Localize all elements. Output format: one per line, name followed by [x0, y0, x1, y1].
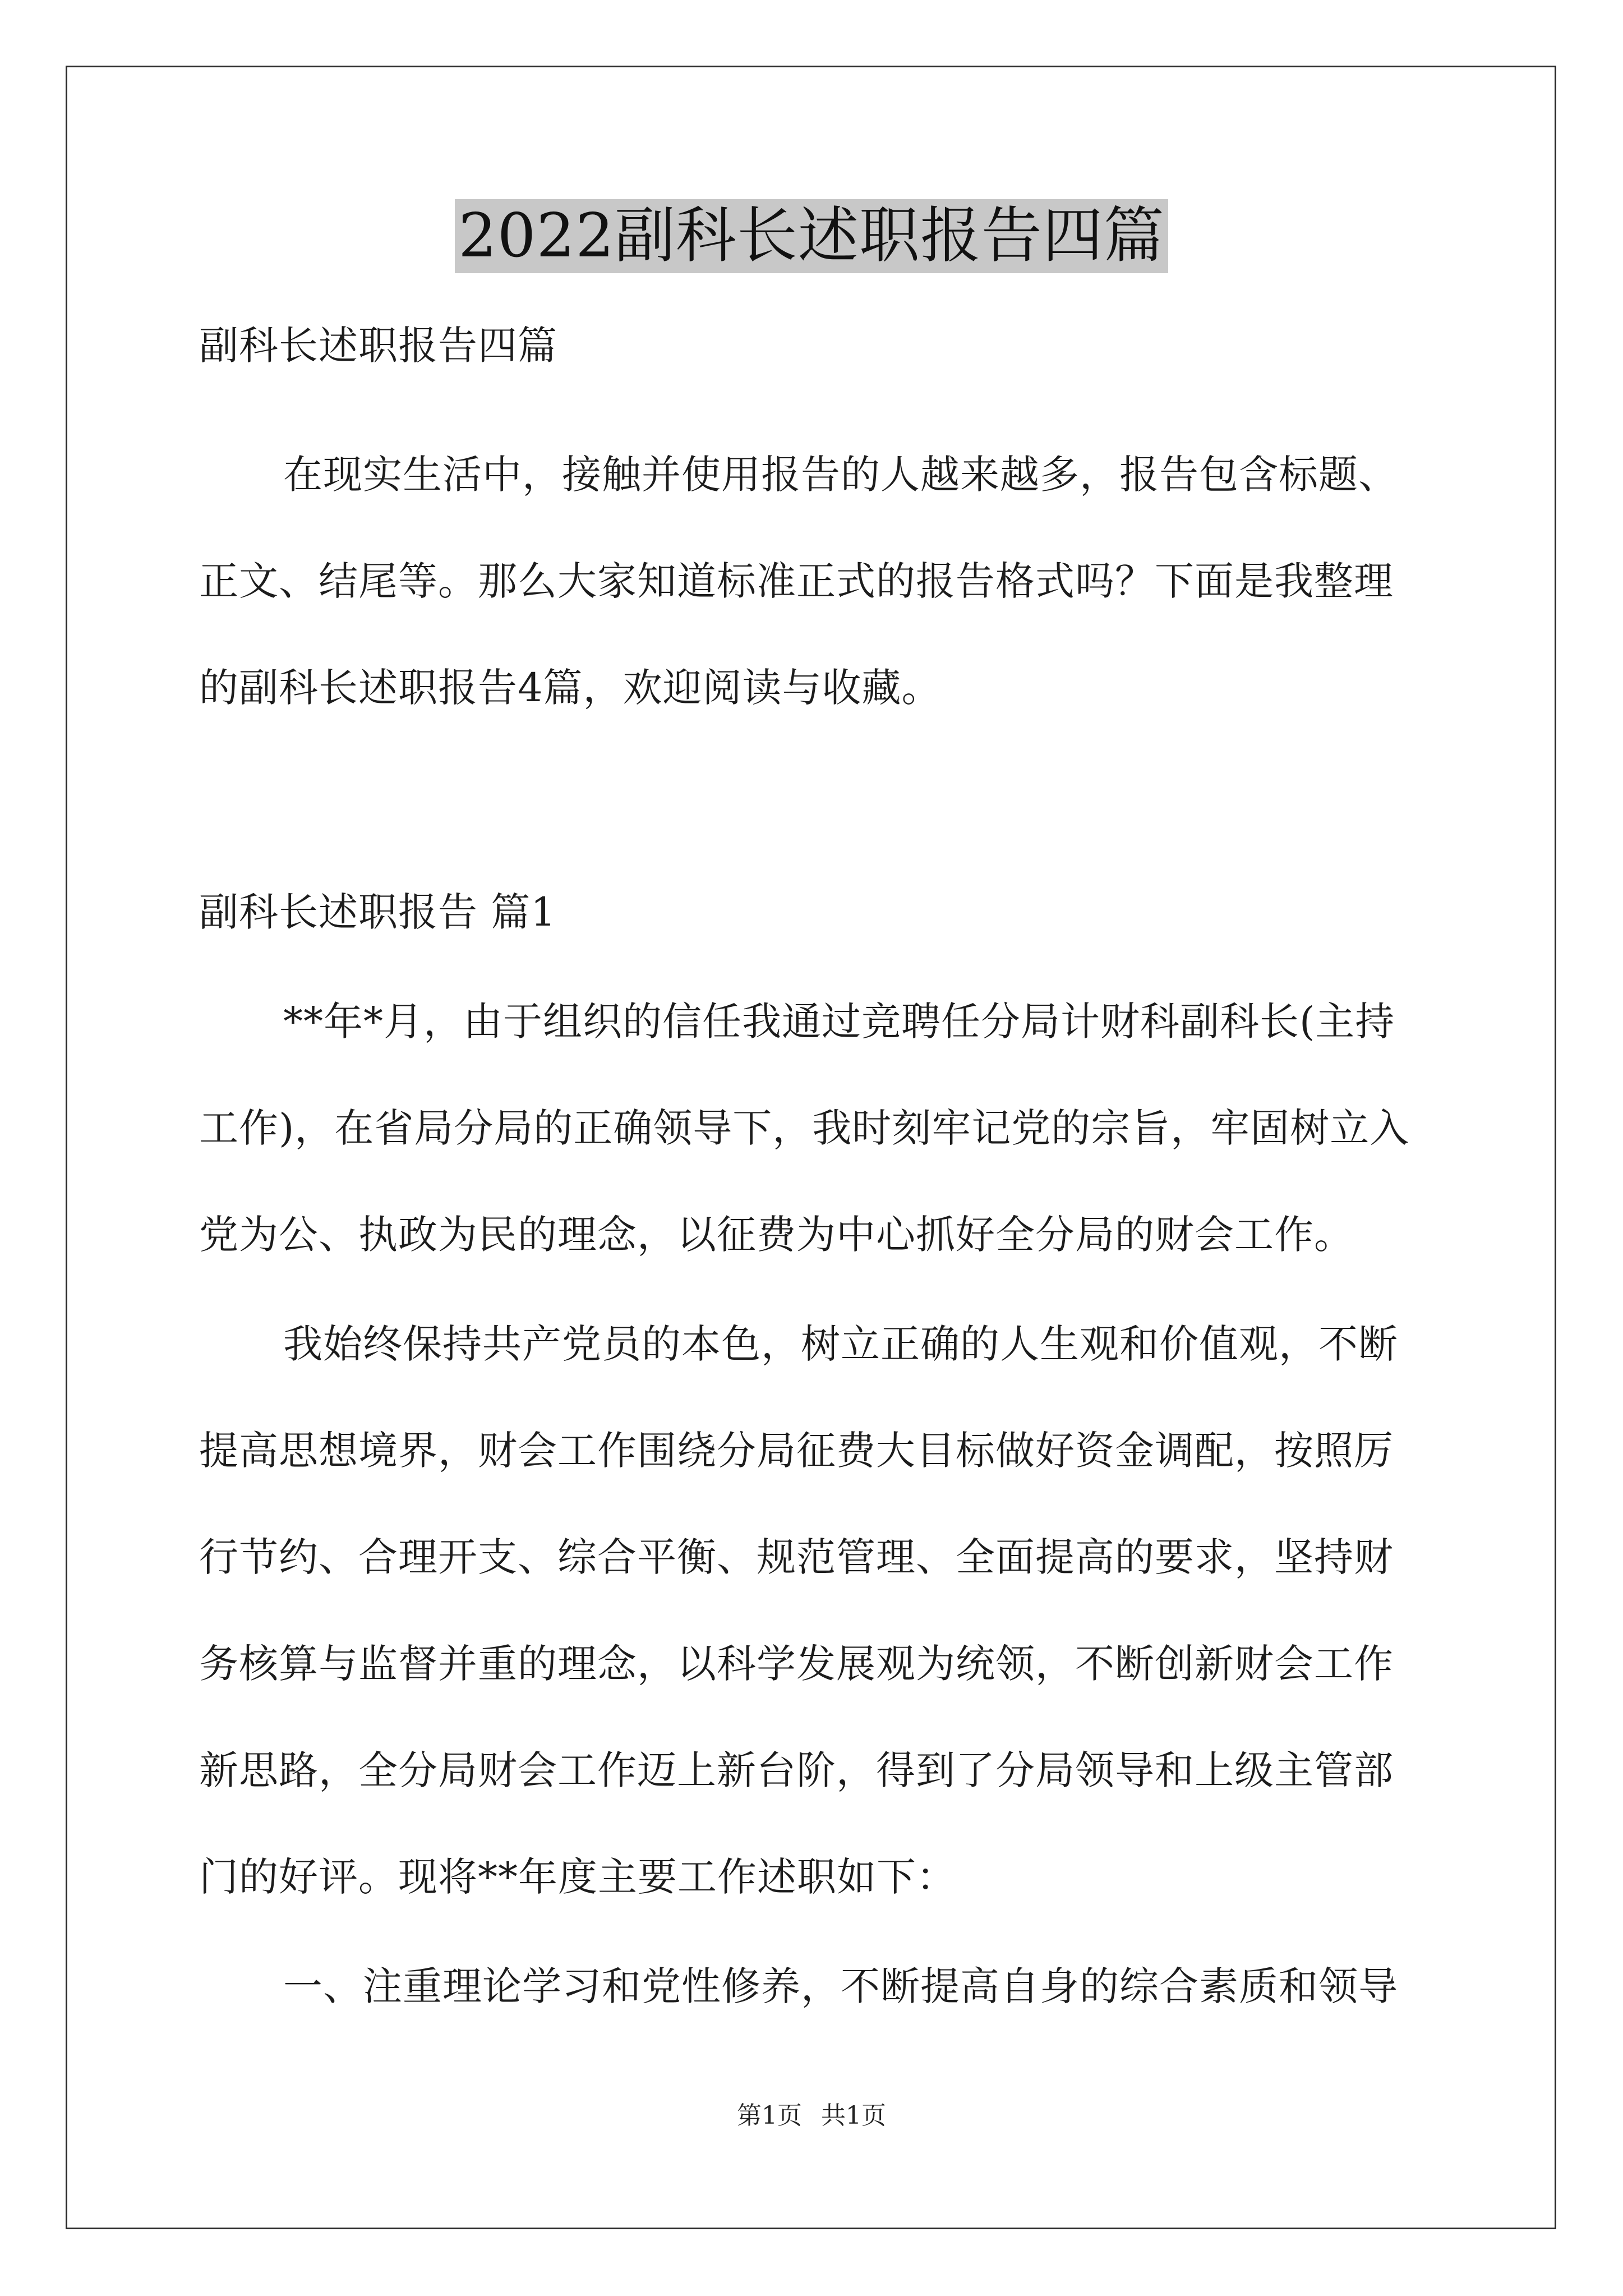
page-number: 第1页 — [737, 2101, 802, 2130]
paragraph1-line-3: 党为公、执政为民的理念，以征费为中心抓好全分局的财会工作。 — [199, 1212, 1354, 1258]
paragraph2-line-6: 门的好评。现将**年度主要工作述职如下： — [199, 1854, 956, 1900]
paragraph1-line-1: **年*月，由于组织的信任我通过竞聘任分局计财科副科长(主持 — [283, 999, 1395, 1045]
page-total: 共1页 — [821, 2101, 886, 2130]
intro-line-3: 的副科长述职报告4篇，欢迎阅读与收藏。 — [199, 665, 942, 711]
paragraph2-line-3: 行节约、合理开支、综合平衡、规范管理、全面提高的要求，坚持财 — [199, 1534, 1394, 1580]
paragraph2-line-5: 新思路，全分局财会工作迈上新台阶，得到了分局领导和上级主管部 — [199, 1747, 1394, 1793]
paragraph3-line-1: 一、注重理论学习和党性修养，不断提高自身的综合素质和领导 — [283, 1963, 1398, 2009]
document-title: 2022副科长述职报告四篇 — [455, 199, 1168, 273]
paragraph1-line-2: 工作)，在省局分局的正确领导下，我时刻牢记党的宗旨，牢固树立入 — [199, 1105, 1410, 1151]
paragraph2-line-1: 我始终保持共产党员的本色，树立正确的人生观和价值观，不断 — [283, 1321, 1398, 1367]
page-footer — [0, 2095, 1623, 2131]
subtitle: 副科长述职报告四篇 — [199, 323, 557, 369]
intro-line-1: 在现实生活中，接触并使用报告的人越来越多，报告包含标题、 — [283, 452, 1398, 498]
paragraph2-line-4: 务核算与监督并重的理念，以科学发展观为统领，不断创新财会工作 — [199, 1641, 1394, 1687]
section-heading: 副科长述职报告 篇1 — [199, 889, 556, 935]
intro-line-2: 正文、结尾等。那么大家知道标准正式的报告格式吗？下面是我整理 — [199, 558, 1394, 604]
title-container — [0, 199, 1623, 273]
paragraph2-line-2: 提高思想境界，财会工作围绕分局征费大目标做好资金调配，按照厉 — [199, 1428, 1394, 1474]
